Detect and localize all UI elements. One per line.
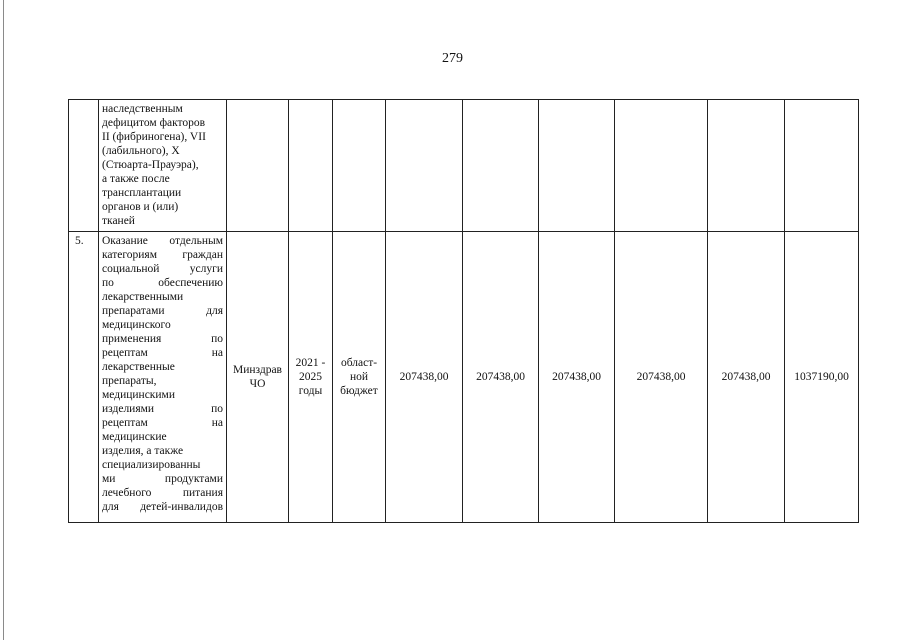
name-line: трансплантации	[102, 187, 182, 199]
amount-cell: 207438,00	[615, 232, 708, 523]
row-name-cell	[99, 232, 227, 523]
name-line: рецептам на	[102, 417, 223, 429]
name-line: социальной услуги	[102, 263, 223, 275]
name-line: тканей	[102, 215, 135, 227]
name-line: медицинские	[102, 431, 167, 443]
amount-cell	[708, 100, 785, 232]
name-line: лечебного питания	[102, 487, 223, 499]
amount-cell	[386, 100, 463, 232]
name-line: а также после	[102, 173, 170, 185]
name-line: медицинскими	[102, 389, 175, 401]
row-number-cell: 5.	[69, 232, 99, 523]
period-cell: 2021 - 2025 годы	[289, 232, 333, 523]
name-line: ми продуктами	[102, 473, 223, 485]
page-number: 279	[442, 51, 463, 66]
name-line: лекарственные	[102, 361, 175, 373]
name-line: дефицитом факторов	[102, 117, 206, 129]
total-amount-cell	[785, 100, 859, 232]
amount-cell: 207438,00	[708, 232, 785, 523]
name-line: медицинского	[102, 319, 171, 331]
name-line: изделиями по	[102, 403, 223, 415]
name-line: рецептам на	[102, 347, 223, 359]
row-name-cell	[99, 100, 227, 232]
row-number-cell	[69, 100, 99, 232]
name-line: для детей-инвалидов	[102, 501, 223, 513]
name-line: органов и (или)	[102, 201, 179, 213]
name-line: по обеспечению	[102, 277, 223, 289]
program-table	[68, 99, 859, 523]
executor-cell	[227, 100, 289, 232]
name-line: наследственным	[102, 103, 183, 115]
name-line: (лабильного), X	[102, 145, 180, 157]
amount-cell: 207438,00	[539, 232, 615, 523]
name-line: II (фибриногена), VII	[102, 131, 206, 143]
amount-cell: 207438,00	[386, 232, 463, 523]
table-row	[69, 100, 859, 232]
name-line: (Стюарта-Прауэра),	[102, 159, 199, 171]
amount-cell	[615, 100, 708, 232]
table-row	[69, 232, 859, 523]
name-line: препаратами для	[102, 305, 223, 317]
name-line: категориям граждан	[102, 249, 223, 261]
name-line: лекарственными	[102, 291, 184, 303]
name-line: применения по	[102, 333, 223, 345]
name-line: специализированны	[102, 459, 201, 471]
total-amount-cell: 1037190,00	[785, 232, 859, 523]
name-line: препараты,	[102, 375, 157, 387]
funding-source-cell	[333, 100, 386, 232]
name-line: изделия, а также	[102, 445, 184, 457]
amount-cell: 207438,00	[463, 232, 539, 523]
name-line: Оказание отдельным	[102, 235, 223, 247]
amount-cell	[463, 100, 539, 232]
period-cell	[289, 100, 333, 232]
funding-source-cell: област-ной бюджет	[333, 232, 386, 523]
amount-cell	[539, 100, 615, 232]
executor-cell: Минздрав ЧО	[227, 232, 289, 523]
page-edge-line	[3, 0, 4, 640]
